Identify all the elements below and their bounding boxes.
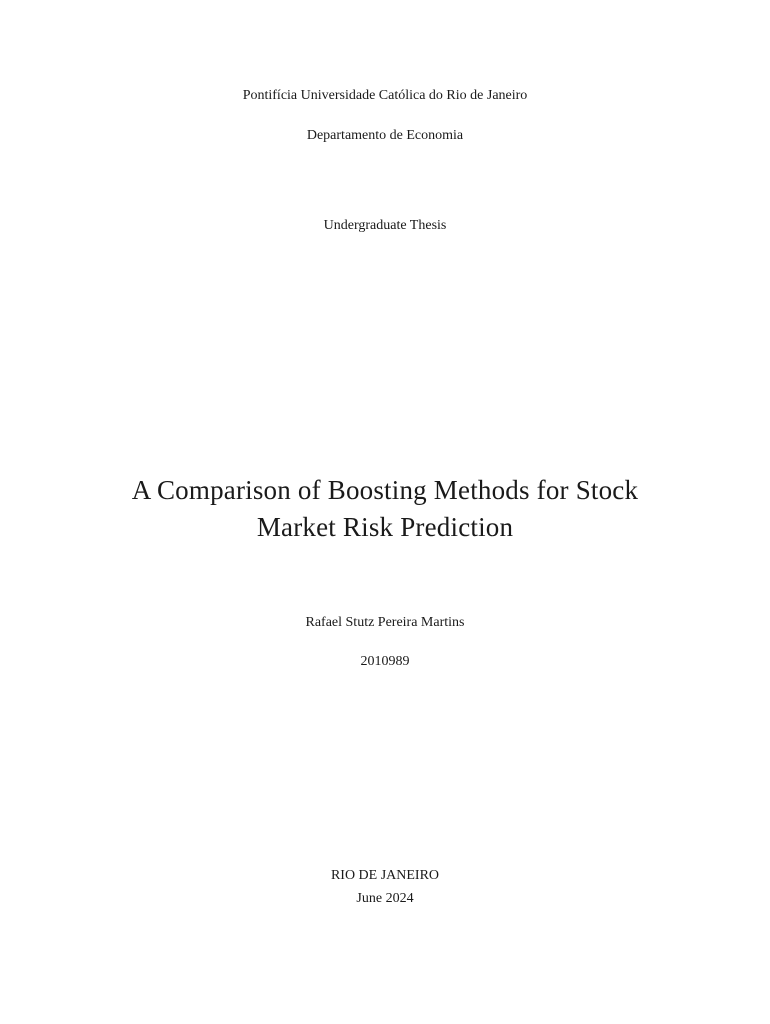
thesis-title-line-2: Market Risk Prediction [256,512,514,542]
document-type: Undergraduate Thesis [323,218,447,233]
department-name: Departamento de Economia [306,128,464,143]
date: June 2024 [356,891,414,906]
thesis-title-line-1: A Comparison of Boosting Methods for Stock [131,475,639,505]
university-name: Pontifícia Universidade Católica do Rio de Janeiro [242,88,528,103]
student-id: 2010989 [360,654,410,669]
author-name: Rafael Stutz Pereira Martins [305,615,465,630]
city: RIO DE JANEIRO [330,868,440,883]
